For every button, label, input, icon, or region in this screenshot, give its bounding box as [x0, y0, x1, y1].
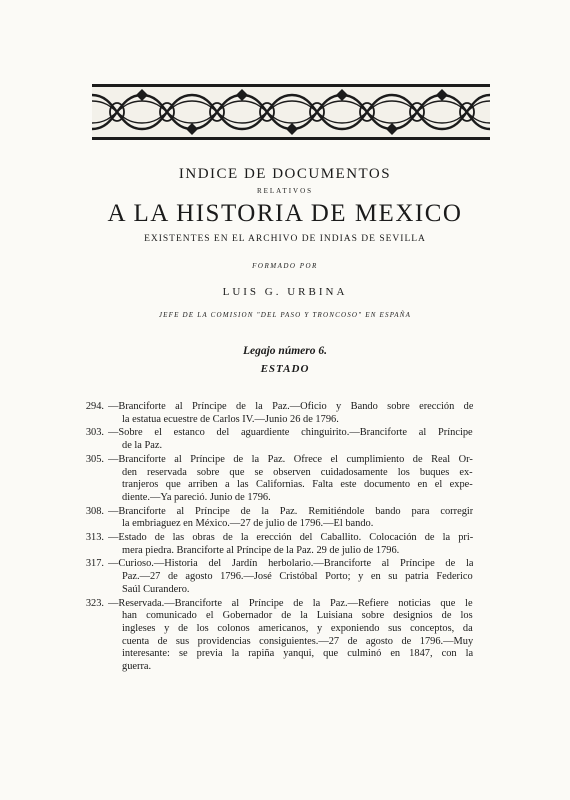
author-name: LUIS G. URBINA [222, 286, 348, 298]
entry-number: 313. [85, 532, 104, 544]
entry-number: 308. [85, 505, 104, 517]
entry-294 [85, 401, 473, 426]
entry-line: —Reservada.—Branciforte al Príncipe de la Paz.—Refiere noticias que le [108, 597, 473, 609]
entry-line: Paz.—27 de agosto 1796.—José Cristóbal Porto; y en su patria Federico [122, 571, 473, 583]
author-role: JEFE DE LA COMISION "DEL PASO Y TRONCOSO" EN ESPAÑA [158, 311, 412, 319]
document-entries [85, 401, 473, 675]
entry-number: 317. [85, 558, 104, 570]
entry-303 [85, 427, 473, 452]
entry-line: diente.—Ya pareció. Junio de 1796. [122, 491, 271, 503]
index-title: INDICE DE DOCUMENTOS [178, 166, 392, 182]
entry-line: Saúl Curandero. [122, 583, 190, 595]
subtitle: EXISTENTES EN EL ARCHIVO DE INDIAS DE SEVILLA [144, 234, 426, 244]
main-title: A LA HISTORIA DE MEXICO [107, 200, 463, 227]
entry-number: 305. [85, 453, 104, 465]
entry-line: la estatua ecuestre de Carlos IV.—Junio 26 de 1796. [122, 413, 339, 425]
decorative-knot-banner [92, 84, 490, 140]
legajo-heading: Legajo número 6. [242, 345, 327, 357]
entry-line: de la Paz. [122, 440, 163, 452]
entry-305 [85, 453, 473, 505]
entry-line: han comunicado el Gobernador de la Luisiana sobre designios de los [122, 610, 473, 622]
entry-line: —Estado de las obras de la erección del Caballito. Colocación de la pri- [108, 532, 473, 544]
formado-label: FORMADO POR [252, 262, 318, 270]
entry-number: 303. [85, 427, 104, 439]
entry-number: 323. [85, 597, 104, 609]
knotwork-ornament [92, 87, 490, 137]
entry-line: interesante: se previa la rapiña yanqui, que culminó en 1847, con la [122, 648, 473, 660]
entry-308 [85, 505, 473, 531]
entry-line: mera piedra. Branciforte al Príncipe de la Paz. 29 de julio de 1796. [122, 544, 400, 556]
entry-line: ingleses y de los colonos americanos, y exponiendo sus conceptos, da [122, 622, 473, 634]
entry-line: tranjeros que arriben a las Californias. Falta este documento en el expe- [122, 479, 473, 491]
entry-line: —Branciforte al Príncipe de la Paz. Remitiéndole bando para corregir [108, 505, 473, 517]
entry-317 [85, 558, 473, 596]
entry-line: den reservada sobre que se observen cuidadosamente los buques ex- [122, 466, 473, 478]
entry-line: —Curioso.—Historia del Jardín herbolario.—Branciforte al Príncipe de la [108, 558, 473, 570]
entry-number: 294. [85, 401, 104, 412]
entry-313 [85, 532, 473, 557]
entry-line: —Branciforte al Príncipe de la Paz. Ofrece el cumplimiento de Real Or- [108, 453, 473, 465]
relativos-label: RELATIVOS [256, 187, 314, 195]
entry-line: la embriaguez en México.—27 de julio de 1796.—El bando. [122, 518, 374, 530]
entry-line: —Sobre el estanco del aguardiente chinguirito.—Branciforte al Príncipe [108, 427, 473, 439]
entry-line: guerra. [122, 661, 152, 673]
estado-heading: ESTADO [260, 363, 310, 375]
entry-line: —Branciforte al Príncipe de la Paz.—Oficio y Bando sobre erección de [108, 401, 473, 412]
entry-line: cuenta de sus providencias consiguientes.—27 de agosto de 1796.—Muy [122, 635, 473, 647]
entry-323 [85, 597, 473, 674]
